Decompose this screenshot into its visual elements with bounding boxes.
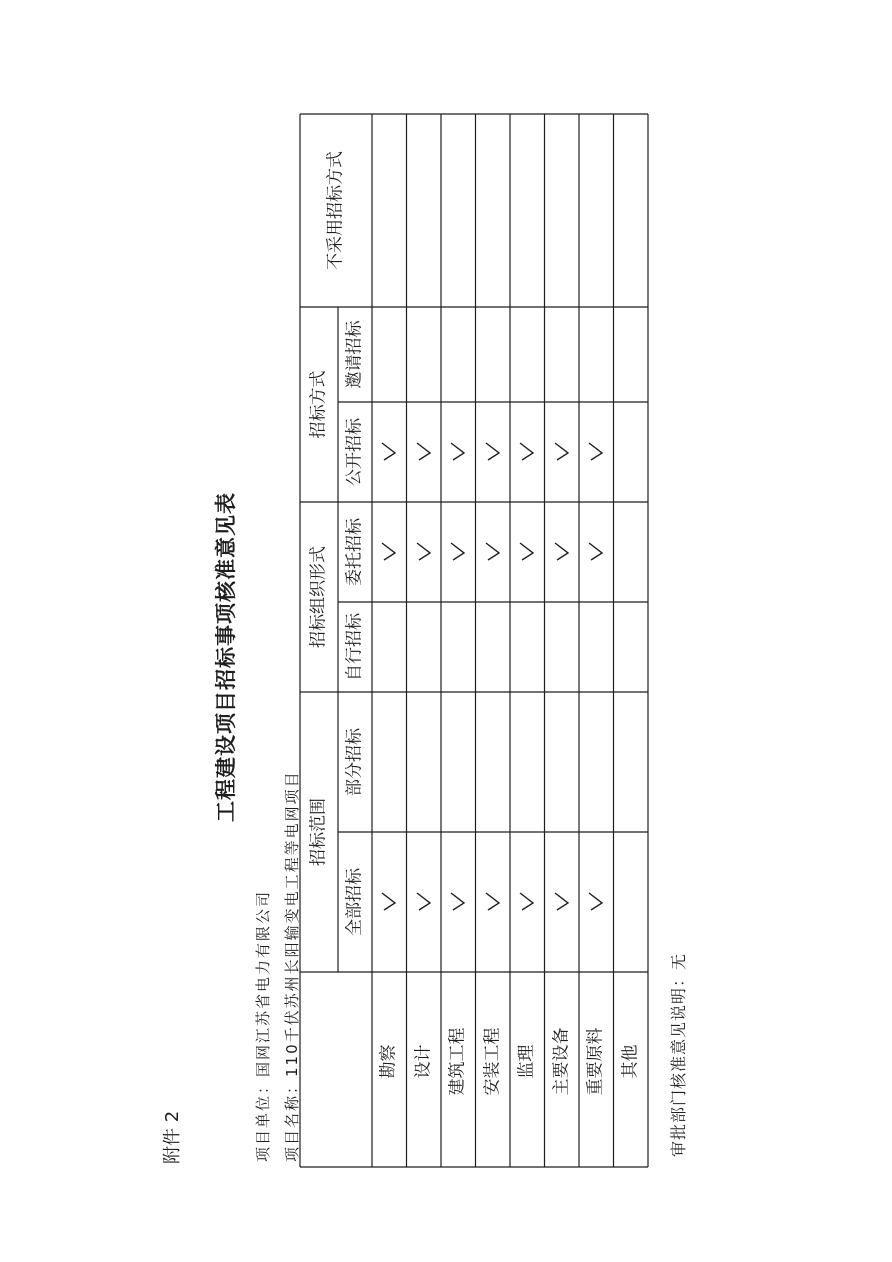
check-mark-icon: [516, 441, 538, 463]
check-mark-stroke: [555, 893, 568, 910]
subheader-invited-bidding: 邀请招标: [344, 320, 365, 389]
check-mark-stroke: [555, 443, 568, 460]
check-mark-icon: [447, 441, 469, 463]
check-mark-icon: [378, 441, 400, 463]
check-mark-icon: [447, 891, 469, 913]
check-mark-stroke: [520, 893, 533, 910]
project-unit: 项目单位：国网江苏省电力有限公司: [254, 889, 272, 1162]
row-label-construction: 建筑工程: [447, 1027, 468, 1096]
document-title: 工程建设项目招标事项核准意见表: [214, 492, 238, 822]
check-mark-stroke: [486, 443, 499, 460]
check-mark-stroke: [382, 893, 395, 910]
check-mark-icon: [447, 541, 469, 563]
attachment-label: 附件 2: [162, 1110, 183, 1164]
check-mark-stroke: [451, 893, 464, 910]
check-mark-stroke: [589, 443, 602, 460]
row-label-installation: 安装工程: [482, 1027, 503, 1096]
check-mark-stroke: [520, 543, 533, 560]
check-mark-icon: [585, 541, 607, 563]
check-mark-icon: [413, 441, 435, 463]
check-mark-stroke: [451, 443, 464, 460]
check-mark-icon: [378, 891, 400, 913]
header-bidding-scope: 招标范围: [308, 798, 329, 866]
check-mark-stroke: [486, 543, 499, 560]
check-mark-icon: [585, 441, 607, 463]
check-mark-stroke: [589, 893, 602, 910]
check-mark-stroke: [486, 893, 499, 910]
header-no-bidding: 不采用招标方式: [325, 151, 346, 270]
check-mark-stroke: [451, 543, 464, 560]
row-label-main-equipment: 主要设备: [551, 1027, 572, 1096]
check-mark-icon: [482, 891, 504, 913]
check-mark-icon: [413, 541, 435, 563]
check-mark-stroke: [520, 443, 533, 460]
subheader-open-bidding: 公开招标: [344, 418, 365, 486]
subheader-full-bidding: 全部招标: [344, 868, 365, 936]
check-mark-icon: [378, 541, 400, 563]
check-mark-icon: [551, 441, 573, 463]
check-mark-icon: [413, 891, 435, 913]
check-mark-stroke: [382, 543, 395, 560]
header-bidding-method: 招标方式: [308, 370, 329, 439]
check-mark-stroke: [417, 543, 430, 560]
check-mark-icon: [482, 541, 504, 563]
check-mark-icon: [516, 891, 538, 913]
check-mark-stroke: [382, 443, 395, 460]
check-mark-icon: [585, 891, 607, 913]
check-mark-stroke: [555, 543, 568, 560]
project-name: 项目名称：110千伏苏州长阳输变电工程等电网项目: [283, 770, 301, 1162]
header-bidding-organization: 招标组织形式: [308, 546, 329, 648]
subheader-entrusted-bidding: 委托招标: [344, 518, 365, 586]
check-mark-icon: [551, 541, 573, 563]
check-mark-icon: [551, 891, 573, 913]
row-label-important-materials: 重要原料: [585, 1027, 606, 1096]
subheader-partial-bidding: 部分招标: [344, 728, 365, 796]
row-label-design: 设计: [413, 1044, 434, 1079]
check-mark-stroke: [417, 443, 430, 460]
check-mark-stroke: [417, 893, 430, 910]
check-mark-icon: [482, 441, 504, 463]
row-label-other: 其他: [620, 1044, 641, 1079]
subheader-self-bidding: 自行招标: [344, 613, 365, 681]
check-mark-stroke: [589, 543, 602, 560]
row-label-supervision: 监理: [516, 1044, 537, 1079]
row-label-survey: 勘察: [378, 1044, 399, 1079]
check-mark-icon: [516, 541, 538, 563]
approval-note: 审批部门核准意见说明：无: [669, 952, 688, 1157]
